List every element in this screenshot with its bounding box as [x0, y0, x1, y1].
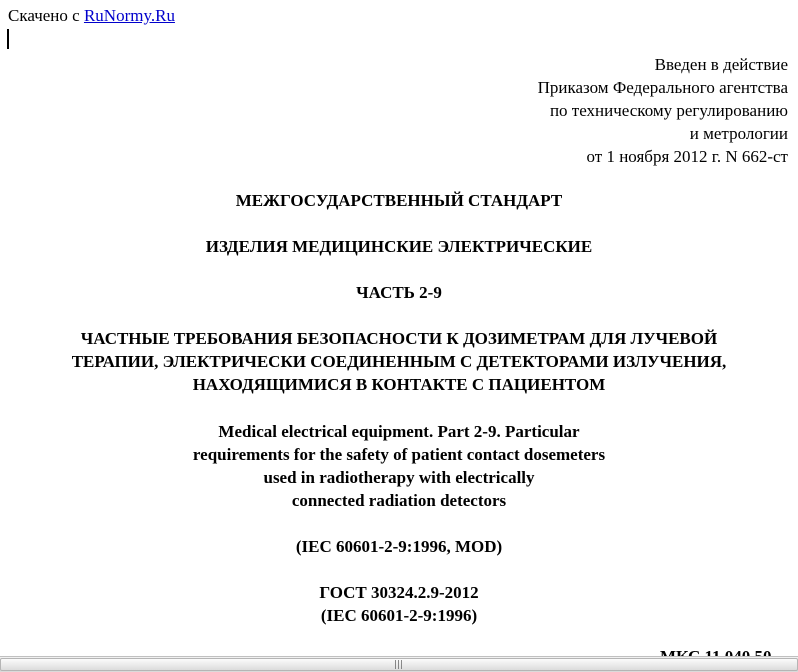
standard-part: ЧАСТЬ 2-9	[356, 283, 442, 302]
iec-reference: (IEC 60601-2-9:1996)	[320, 606, 478, 625]
standard-label: МЕЖГОСУДАРСТВЕННЫЙ СТАНДАРТ	[235, 191, 563, 210]
subtitle-line: НАХОДЯЩИМИСЯ В КОНТАКТЕ С ПАЦИЕНТОМ	[192, 375, 606, 394]
intro-line: Введен в действие	[654, 55, 788, 74]
english-title-line: used in radiotherapy with electrically	[263, 468, 535, 487]
english-title-line: connected radiation detectors	[291, 491, 507, 510]
scrollbar-thumb[interactable]	[0, 658, 798, 671]
gost-number: ГОСТ 30324.2.9-2012	[319, 583, 479, 602]
text-cursor	[7, 29, 9, 49]
gost-designation	[0, 581, 798, 627]
downloaded-prefix: Скачено с	[8, 6, 84, 25]
intro-line: от 1 ноября 2012 г. N 662-ст	[586, 147, 788, 166]
introduction-note	[538, 53, 788, 168]
subtitle-line: ТЕРАПИИ, ЭЛЕКТРИЧЕСКИ СОЕДИНЕННЫМ С ДЕТЕКТОРАМИ ИЗЛУЧЕНИЯ,	[71, 352, 727, 371]
scrollbar-grip-icon: |||	[394, 660, 404, 670]
iec-mod-reference: (IEC 60601-2-9:1996, MOD)	[295, 537, 503, 556]
horizontal-scrollbar[interactable]	[0, 656, 798, 672]
intro-line: и метрологии	[689, 124, 788, 143]
standard-subtitle	[0, 327, 798, 396]
english-title-line: Medical electrical equipment. Part 2-9. Particular	[218, 422, 580, 441]
intro-line: по техническому регулированию	[549, 101, 788, 120]
english-title	[0, 420, 798, 512]
downloaded-from-line	[8, 6, 175, 26]
english-title-line: requirements for the safety of patient contact dosemeters	[192, 445, 606, 464]
subtitle-line: ЧАСТНЫЕ ТРЕБОВАНИЯ БЕЗОПАСНОСТИ К ДОЗИМЕТРАМ ДЛЯ ЛУЧЕВОЙ	[80, 329, 718, 348]
runormy-link[interactable]: RuNormy.Ru	[83, 6, 175, 25]
intro-line: Приказом Федерального агентства	[537, 78, 788, 97]
standard-title: ИЗДЕЛИЯ МЕДИЦИНСКИЕ ЭЛЕКТРИЧЕСКИЕ	[205, 237, 593, 256]
